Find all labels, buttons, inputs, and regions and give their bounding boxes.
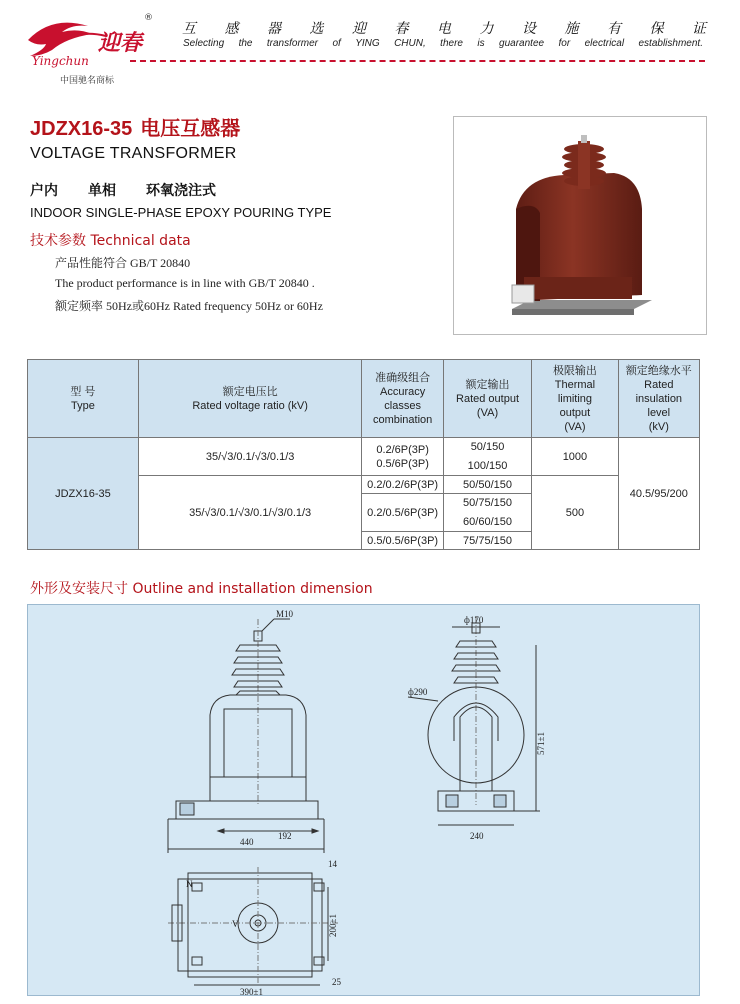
slogan-en-word: guarantee xyxy=(499,38,545,49)
header-type: 型 号 Type xyxy=(28,360,139,438)
header-divider xyxy=(130,60,705,62)
label-n: N xyxy=(186,879,193,889)
logo-subtitle: 中国驰名商标 xyxy=(60,76,115,86)
slogan-cn-word: 互 xyxy=(182,21,197,37)
table-header-row xyxy=(28,360,700,438)
slogan-en-word: there xyxy=(440,38,463,49)
dim-phi290: ф290 xyxy=(408,687,428,697)
dim-240: 240 xyxy=(470,831,484,841)
outline-drawing xyxy=(28,605,701,997)
product-name-en: VOLTAGE TRANSFORMER xyxy=(30,145,237,162)
spec-line-frequency: 额定频率 50Hz或60Hz Rated frequency 50Hz or 60Hz xyxy=(55,299,323,313)
type-indoor: 户内 xyxy=(30,183,58,199)
dim-m10: M10 xyxy=(276,609,294,619)
side-view xyxy=(408,617,540,825)
cell-accuracy-2d: 0.5/0.5/6P(3P) xyxy=(362,532,443,550)
product-photo xyxy=(453,116,707,335)
slogan-cn-word: 电 xyxy=(437,21,452,37)
slogan-en-word: transformer xyxy=(266,38,319,49)
type-single-phase: 单相 xyxy=(88,183,116,199)
cell-ratio-2: 35/√3/0.1/√3/0.1/√3/0.1/3 xyxy=(138,476,362,550)
slogan-cn-word: 施 xyxy=(564,21,580,37)
header-output: 额定输出 Rated output (VA) xyxy=(443,360,531,438)
product-model: JDZX16-35 xyxy=(30,118,133,140)
cell-output-1b: 100/150 xyxy=(443,457,531,476)
logo-cn-text: 迎春 xyxy=(98,30,143,56)
slogan-cn-word: 设 xyxy=(522,21,537,37)
product-name-cn: 电压互感器 xyxy=(140,116,241,140)
dim-390: 390±1 xyxy=(240,987,263,997)
cell-model: JDZX16-35 xyxy=(28,438,139,550)
header-thermal: 极限输出 Thermal limiting output (VA) xyxy=(532,360,618,438)
page-header xyxy=(0,0,740,90)
cell-output-2b: 50/75/150 xyxy=(443,494,531,513)
cell-thermal-1: 1000 xyxy=(532,438,618,476)
dim-phi170: ф170 xyxy=(464,615,484,625)
slogan-en-word: the xyxy=(238,38,253,49)
slogan-en-word: for xyxy=(558,38,571,49)
top-view xyxy=(168,867,338,985)
slogan-cn-word: 春 xyxy=(394,21,410,37)
header-accuracy: 准确级组合 Accuracy classes combination xyxy=(362,360,443,438)
slogan-cn-word: 器 xyxy=(267,21,282,37)
slogan-en-word: electrical xyxy=(584,38,625,49)
technical-data-table xyxy=(27,359,700,550)
cell-insulation: 40.5/95/200 xyxy=(618,438,699,550)
slogan-cn-word: 有 xyxy=(607,21,622,37)
header-ratio: 额定电压比 Rated voltage ratio (kV) xyxy=(138,360,362,438)
slogan-cn-word: 证 xyxy=(692,21,707,37)
spec-line-standard-en: The product performance is in line with GB/T 20840 . xyxy=(55,276,315,290)
label-v: V xyxy=(232,919,239,929)
cell-accuracy-1: 0.2/6P(3P) 0.5/6P(3P) xyxy=(362,438,443,476)
spec-line-standard-cn: 产品性能符合 GB/T 20840 xyxy=(55,256,191,270)
dim-192: 192 xyxy=(278,831,292,841)
slogan-cn-word: 感 xyxy=(224,21,240,37)
dim-200: 200±1 xyxy=(328,914,338,937)
cell-output-2d: 75/75/150 xyxy=(443,532,531,550)
front-view xyxy=(168,619,324,853)
cell-output-2c: 60/60/150 xyxy=(443,513,531,532)
dim-440: 440 xyxy=(240,837,254,847)
slogan-en-word: Selecting xyxy=(183,38,225,49)
cell-accuracy-2a: 0.2/0.2/6P(3P) xyxy=(362,476,443,494)
registered-mark: ® xyxy=(144,13,153,23)
table-row xyxy=(28,438,700,457)
slogan-en-word: YING xyxy=(355,38,380,49)
slogan-cn-word: 选 xyxy=(309,21,325,37)
cell-accuracy-2b: 0.2/0.5/6P(3P) xyxy=(362,494,443,532)
slogan-cn-word: 保 xyxy=(649,21,665,37)
slogan-cn-word: 迎 xyxy=(352,21,367,37)
slogan-en-word: CHUN, xyxy=(394,38,426,49)
product-type-en: INDOOR SINGLE-PHASE EPOXY POURING TYPE xyxy=(30,205,332,220)
cell-ratio-1: 35/√3/0.1/√3/0.1/3 xyxy=(138,438,362,476)
cell-output-1a: 50/150 xyxy=(443,438,531,457)
cell-output-2a: 50/50/150 xyxy=(443,476,531,494)
type-epoxy: 环氧浇注式 xyxy=(146,183,216,199)
dim-14: 14 xyxy=(328,859,337,869)
slogan-cn-word: 力 xyxy=(479,21,495,37)
slogan-en-word: establishment. xyxy=(638,38,703,49)
slogan-en-word: of xyxy=(332,38,341,49)
header-insulation: 额定绝缘水平 Rated insulation level (kV) xyxy=(618,360,699,438)
technical-data-title: 技术参数 Technical data xyxy=(30,233,191,249)
slogan-en xyxy=(183,38,703,49)
dimension-title: 外形及安装尺寸 Outline and installation dimension xyxy=(30,581,373,597)
dim-571: 571±1 xyxy=(536,732,546,755)
product-type-cn xyxy=(30,180,246,200)
logo-script-text: Yingchun xyxy=(32,54,89,68)
product-illustration xyxy=(454,117,708,336)
slogan-en-word: is xyxy=(477,38,485,49)
dim-25: 25 xyxy=(332,977,341,987)
product-title xyxy=(30,112,240,141)
slogan-cn xyxy=(182,18,707,38)
cell-thermal-2: 500 xyxy=(532,476,618,550)
dimension-drawing-panel xyxy=(27,604,700,996)
